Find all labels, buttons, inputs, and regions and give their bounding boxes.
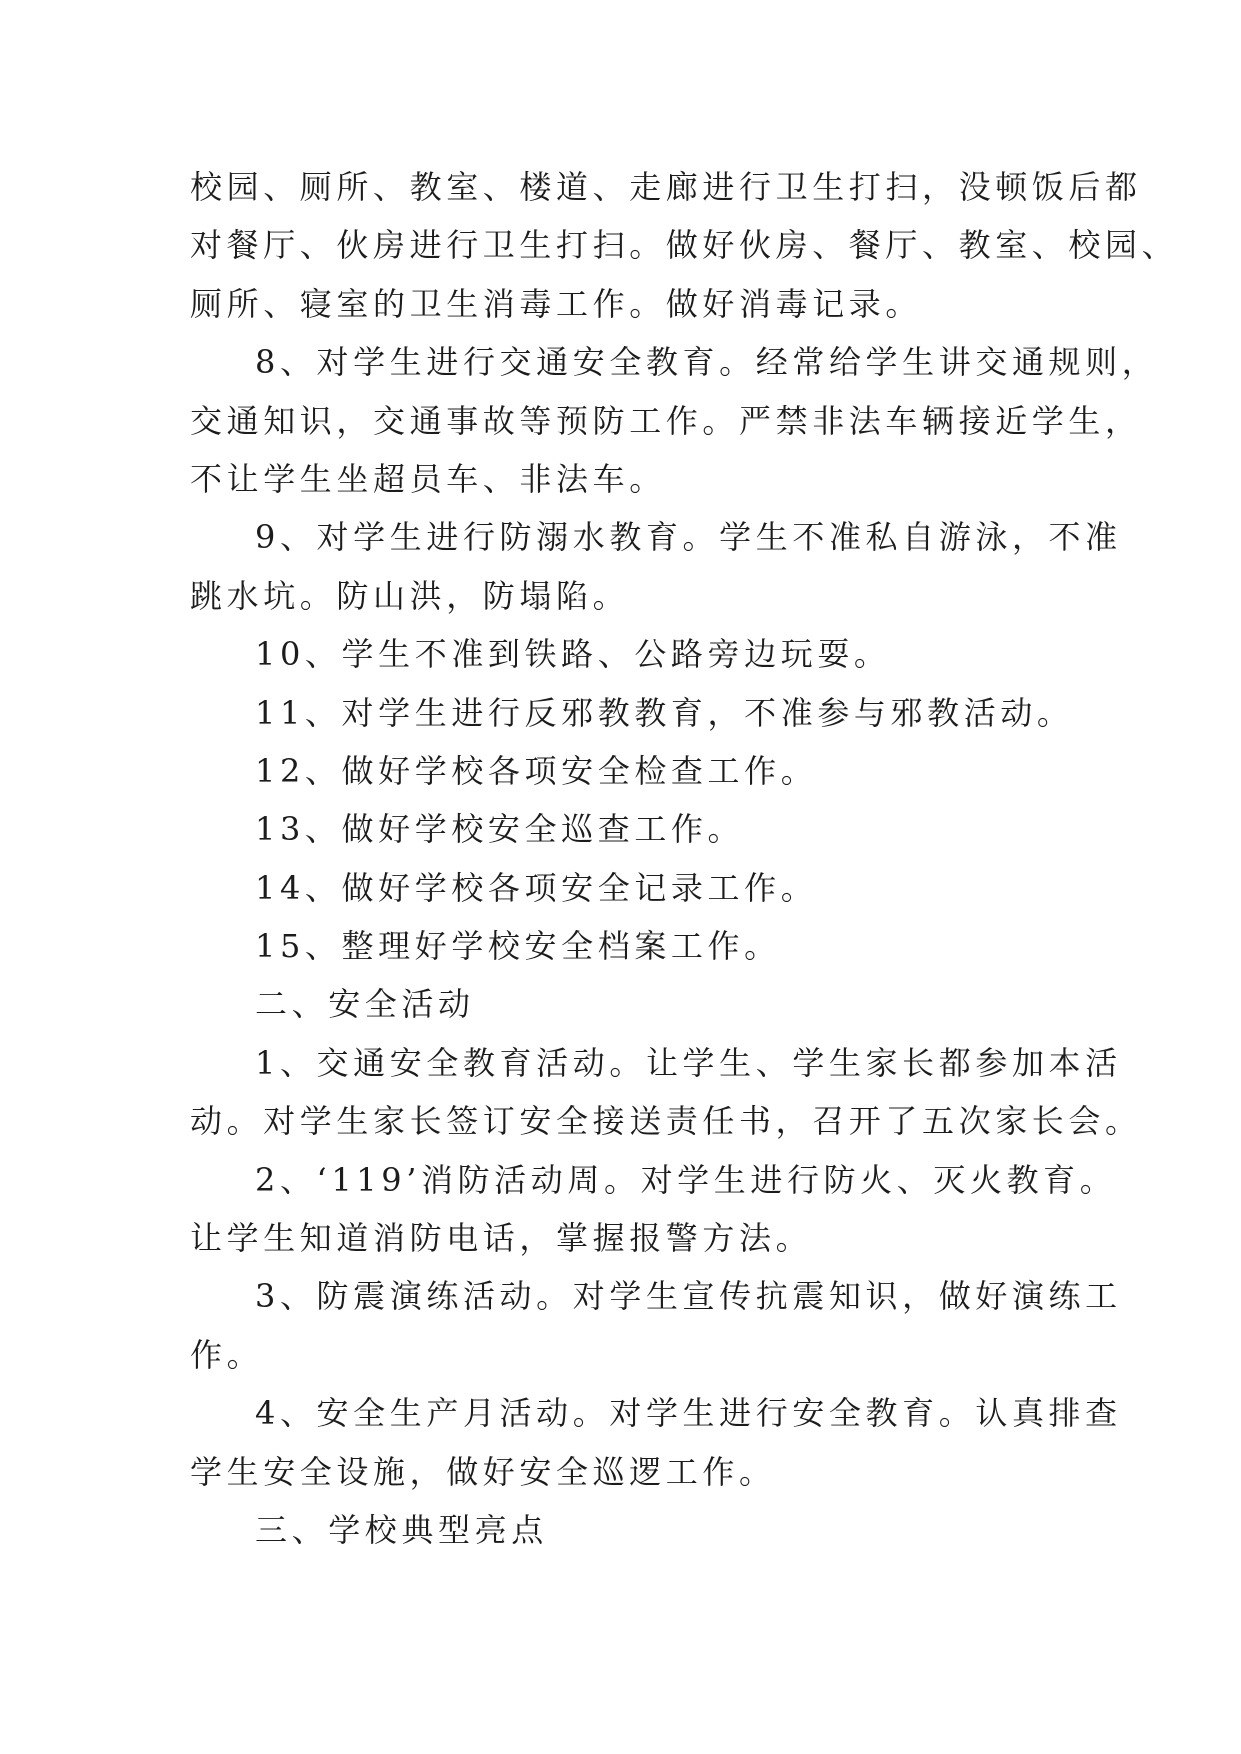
text-line: 交通知识，交通事故等预防工作。严禁非法车辆接近学生，: [190, 401, 1142, 440]
list-item-11: 11、对学生进行反邪教教育，不准参与邪教活动。: [255, 693, 1074, 732]
list-item-14: 14、做好学校各项安全记录工作。: [255, 868, 818, 907]
list-item-12: 12、做好学校各项安全检查工作。: [255, 751, 818, 790]
activity-item-3: 3、防震演练活动。对学生宣传抗震知识，做好演练工: [255, 1277, 1122, 1316]
section-heading-2: 二、安全活动: [255, 985, 475, 1024]
text-line: 让学生知道消防电话，掌握报警方法。: [190, 1219, 813, 1258]
list-item-13: 13、做好学校安全巡查工作。: [255, 810, 745, 849]
list-item-15: 15、整理好学校安全档案工作。: [255, 927, 781, 966]
activity-item-1: 1、交通安全教育活动。让学生、学生家长都参加本活: [255, 1043, 1122, 1082]
list-item-9: 9、对学生进行防溺水教育。学生不准私自游泳，不准: [255, 518, 1122, 557]
list-item-8: 8、对学生进行交通安全教育。经常给学生讲交通规则，: [255, 343, 1159, 382]
text-line: 不让学生坐超员车、非法车。: [190, 459, 666, 498]
list-item-10: 10、学生不准到铁路、公路旁边玩耍。: [255, 635, 891, 674]
document-body: [190, 158, 1179, 1559]
text-line: 作。: [190, 1335, 264, 1374]
text-line: 校园、厕所、教室、楼道、走廊进行卫生打扫，没顿饭后都: [190, 168, 1142, 206]
activity-item-4: 4、安全生产月活动。对学生进行安全教育。认真排查: [255, 1394, 1122, 1433]
text-line: 跳水坑。防山洪，防塌陷。: [190, 576, 630, 615]
text-line: 对餐厅、伙房进行卫生打扫。做好伙房、餐厅、教室、校园、: [190, 226, 1179, 265]
activity-item-2: 2、‘119’消防活动周。对学生进行防火、灭火教育。: [255, 1160, 1117, 1199]
text-line: 动。对学生家长签订安全接送责任书，召开了五次家长会。: [190, 1102, 1142, 1141]
text-line: 学生安全设施，做好安全巡逻工作。: [190, 1452, 776, 1491]
section-heading-3: 三、学校典型亮点: [255, 1510, 548, 1549]
text-line: 厕所、寝室的卫生消毒工作。做好消毒记录。: [190, 284, 923, 323]
